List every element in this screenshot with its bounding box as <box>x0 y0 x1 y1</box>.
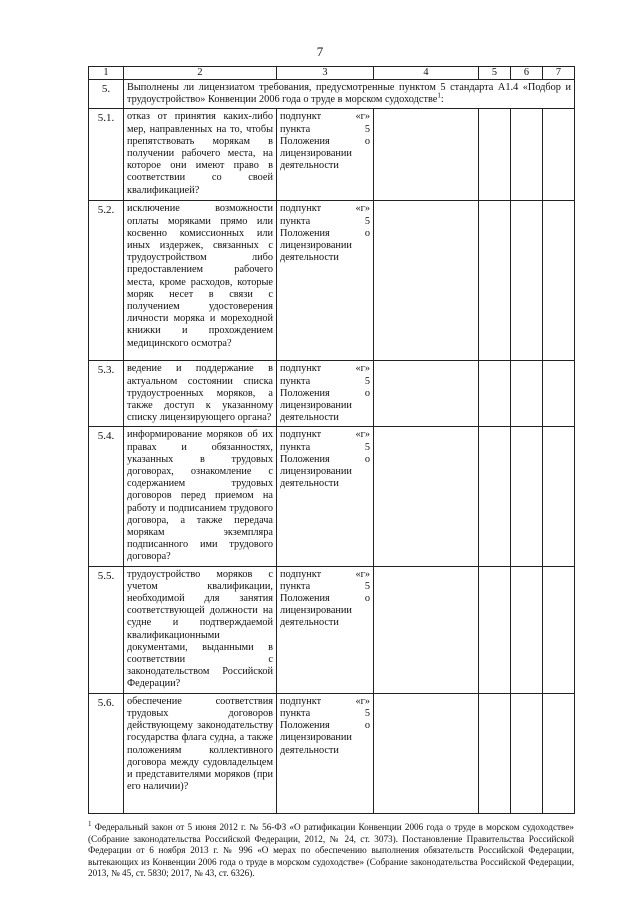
footnote-mark: 1 <box>88 819 92 828</box>
column-header: 1 <box>89 67 124 80</box>
requirement-text: трудоустройство моряков с учетом квалификации, необходимой для занятия соответствующей должности на судне и подтверждаемой квалификационными документами, выданными в соответствии с законодательством Российской Федерации? <box>124 566 277 693</box>
table-row <box>89 201 575 361</box>
requirement-text: отказ от принятия каких-либо мер, направленных на то, чтобы препятствовать морякам в получении рабочего места, на которое они имеют право в соответствии со своей квалификацией? <box>124 109 277 201</box>
empty-cell <box>374 201 479 361</box>
table-row <box>89 693 575 813</box>
section-title: Выполнены ли лицензиатом требования, предусмотренные пунктом 5 стандарта А1.4 «Подбор и трудоустройство» Конвенции 2006 года о труде в морском судоходстве$^1$: <box>124 80 575 109</box>
empty-cell <box>543 201 575 361</box>
column-header: 7 <box>543 67 575 80</box>
requirement-text: ведение и поддержание в актуальном состоянии списка трудоустроенных моряков, а также доступ к указанному списку лицензирующего органа? <box>124 361 277 427</box>
row-number: 5.6. <box>89 693 124 813</box>
empty-cell <box>479 201 511 361</box>
checklist-table <box>88 66 575 814</box>
empty-cell <box>374 566 479 693</box>
empty-cell <box>479 566 511 693</box>
section-row <box>89 80 575 109</box>
table-row <box>89 427 575 566</box>
column-header: 3 <box>277 67 374 80</box>
empty-cell <box>543 427 575 566</box>
legal-reference: подпункт «г» пункта 5 Положения о лицензировании деятельности <box>277 566 374 693</box>
legal-reference: подпункт «г» пункта 5 Положения о лицензировании деятельности <box>277 201 374 361</box>
empty-cell <box>511 427 543 566</box>
page-number: 7 <box>316 44 324 59</box>
row-number: 5.2. <box>89 201 124 361</box>
empty-cell <box>479 109 511 201</box>
empty-cell <box>479 361 511 427</box>
row-number: 5.3. <box>89 361 124 427</box>
table-row <box>89 566 575 693</box>
footnote-mark: 1 <box>437 91 441 100</box>
empty-cell <box>511 566 543 693</box>
footnote <box>88 819 574 880</box>
table-row <box>89 361 575 427</box>
row-number: 5.5. <box>89 566 124 693</box>
empty-cell <box>479 693 511 813</box>
empty-cell <box>374 361 479 427</box>
footnote-divider <box>88 813 208 814</box>
empty-cell <box>511 693 543 813</box>
empty-cell <box>511 201 543 361</box>
empty-cell <box>543 361 575 427</box>
legal-reference: подпункт «г» пункта 5 Положения о лицензировании деятельности <box>277 109 374 201</box>
section-number: 5. <box>89 80 124 109</box>
table-row <box>89 109 575 201</box>
footnote-text: Федеральный закон от 5 июня 2012 г. № 56-ФЗ «О ратификации Конвенции 2006 года о труде в морском судоходстве» (Собрание законодательства Российской Федерации, 2012, № 24, ст. 3073). Постановление Правительства Российской Федерации от 6 ноября 2013 г. № 996 «О мерах по обеспечению выполнения обязательств Российской Федерации, вытекающих из Конвенции 2006 года о труде в морском судоходстве» (Собрание законодательства Российской Федерации, 2013, № 45, ст. 5830; 2017, № 43, ст. 6326). <box>88 822 574 878</box>
empty-cell <box>374 693 479 813</box>
empty-cell <box>374 109 479 201</box>
empty-cell <box>543 109 575 201</box>
row-number: 5.4. <box>89 427 124 566</box>
legal-reference: подпункт «г» пункта 5 Положения о лицензировании деятельности <box>277 693 374 813</box>
empty-cell <box>543 693 575 813</box>
column-header-row <box>89 67 575 80</box>
column-header: 6 <box>511 67 543 80</box>
empty-cell <box>511 361 543 427</box>
empty-cell <box>543 566 575 693</box>
column-header: 5 <box>479 67 511 80</box>
requirement-text: информирование моряков об их правах и обязанностях, указанных в трудовых договорах, ознакомление с содержанием трудовых договоров перед приемом на работу и подписанием трудового договора, а также передача морякам экземпляра подписанного ими трудового договора? <box>124 427 277 566</box>
empty-cell <box>479 427 511 566</box>
legal-reference: подпункт «г» пункта 5 Положения о лицензировании деятельности <box>277 361 374 427</box>
requirement-text: обеспечение соответствия трудовых договоров действующему законодательству государства флага судна, а также положениям коллективного договора между судовладельцем и представителями моряков (при его наличии)? <box>124 693 277 813</box>
column-header: 4 <box>374 67 479 80</box>
column-header: 2 <box>124 67 277 80</box>
row-number: 5.1. <box>89 109 124 201</box>
requirement-text: исключение возможности оплаты моряками прямо или косвенно комиссионных или иных издержек, связанных с трудоустройством либо предоставлением рабочего места, кроме расходов, которые моряк несет в связи с получением удостоверения личности моряка и мореходной книжки и прохождением медицинского осмотра? <box>124 201 277 361</box>
empty-cell <box>511 109 543 201</box>
legal-reference: подпункт «г» пункта 5 Положения о лицензировании деятельности <box>277 427 374 566</box>
empty-cell <box>374 427 479 566</box>
